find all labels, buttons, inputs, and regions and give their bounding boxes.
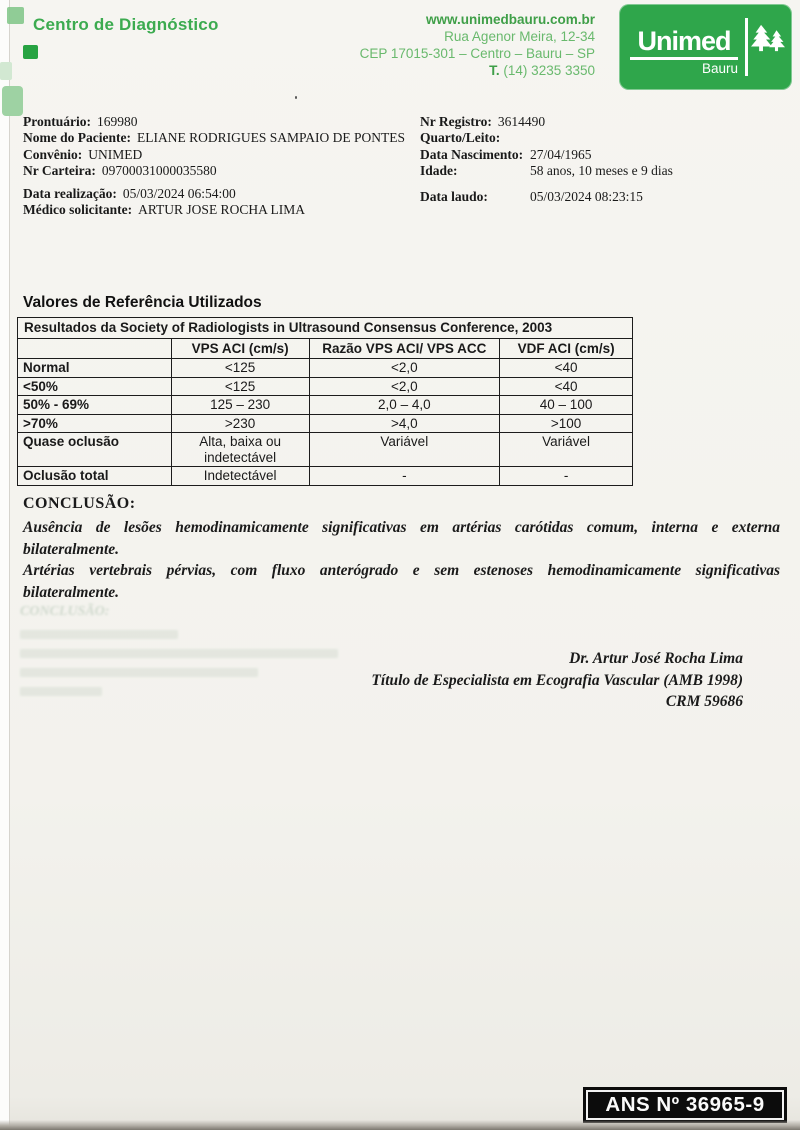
table-title-row (18, 318, 633, 339)
table-cell: - (500, 467, 633, 486)
patient-field (420, 130, 673, 146)
scan-speck (295, 96, 297, 99)
field-value: 58 anos, 10 meses e 9 dias (530, 162, 673, 178)
ghost-bleed-line (20, 630, 178, 639)
field-label: Convênio: (23, 146, 83, 162)
field-value: 27/04/1965 (530, 146, 592, 162)
clinic-name: Centro de Diagnóstico (33, 15, 219, 34)
page-left-edge (0, 0, 10, 1130)
table-cell: >100 (500, 414, 633, 433)
reference-section-title: Valores de Referência Utilizados (23, 294, 262, 311)
letterhead-square-decoration (2, 86, 23, 116)
row-header-cell: Normal (18, 359, 172, 378)
patient-field (23, 147, 405, 163)
clinic-street: Rua Agenor Meira, 12-34 (444, 29, 595, 44)
field-label: Prontuário: (23, 114, 91, 129)
field-label: Nr Registro: (420, 114, 492, 129)
unimed-logo-city: Bauru (701, 61, 738, 76)
phone-number: (14) 3235 3350 (499, 63, 595, 78)
patient-field (23, 202, 305, 218)
field-label: Data Nascimento: (420, 146, 524, 162)
table-cell: >230 (171, 414, 309, 433)
unimed-logo (619, 4, 792, 90)
patient-field (420, 114, 673, 130)
table-cell: <2,0 (309, 377, 500, 396)
row-header-cell: <50% (18, 377, 172, 396)
patient-field (23, 130, 405, 146)
table-cell: - (309, 467, 500, 486)
ans-registration-badge (583, 1087, 787, 1123)
ans-registration-number: ANS Nº 36965-9 (586, 1090, 784, 1120)
table-cell: Variável (309, 433, 500, 467)
row-header-cell: Oclusão total (18, 467, 172, 486)
row-header-cell: Quase oclusão (18, 433, 172, 467)
field-value: 05/03/2024 06:54:00 (122, 186, 236, 201)
patient-info-left (23, 114, 405, 179)
table-cell: <2,0 (309, 359, 500, 378)
logo-vertical-rule (745, 18, 748, 76)
table-row (18, 467, 633, 486)
field-label: Data laudo: (420, 189, 488, 204)
table-cell: 2,0 – 4,0 (309, 396, 500, 415)
table-cell: <40 (500, 359, 633, 378)
patient-field (420, 163, 673, 179)
table-cell: <125 (171, 359, 309, 378)
conclusion-body (23, 517, 780, 603)
field-value: UNIMED (88, 146, 143, 162)
row-header-cell: >70% (18, 414, 172, 433)
table-row (18, 433, 633, 467)
phone-label: T. (489, 63, 500, 78)
clinic-address-block (360, 11, 595, 79)
field-label: Nr Carteira: (23, 162, 96, 178)
column-header: VPS ACI (cm/s) (171, 338, 309, 359)
letterhead-square-decoration (7, 7, 24, 24)
field-label: Idade: (420, 162, 458, 178)
field-label: Nome do Paciente: (23, 130, 131, 146)
ghost-bleed-line (20, 649, 338, 658)
table-row (18, 396, 633, 415)
letterhead-square-decoration (0, 62, 12, 80)
pine-trees-icon (751, 24, 785, 52)
table-cell: Alta, baixa ou indetectável (171, 433, 309, 467)
signature-block (371, 648, 743, 713)
ghost-bleed-text: CONCLUSÃO: (20, 604, 110, 619)
field-value: 09700031000035580 (101, 162, 217, 178)
letterhead-square-decoration (23, 45, 38, 59)
patient-field (23, 114, 405, 130)
field-value: 169980 (97, 114, 138, 129)
table-row (18, 414, 633, 433)
unimed-logo-brand: Unimed (637, 26, 731, 56)
ghost-bleed-line (20, 668, 258, 677)
conclusion-title: CONCLUSÃO: (23, 495, 136, 512)
table-title: Resultados da Society of Radiologists in Ultrasound Consensus Conference, 2003 (18, 318, 633, 339)
column-header: VDF ACI (cm/s) (500, 338, 633, 359)
table-cell: 40 – 100 (500, 396, 633, 415)
field-value: 05/03/2024 08:23:15 (530, 189, 643, 204)
signature-doctor-name: Dr. Artur José Rocha Lima (569, 650, 743, 667)
conclusion-paragraph: Artérias vertebrais pérvias, com fluxo anterógrado e sem estenoses hemodinamicamente significativas bilateralmente. (23, 562, 780, 601)
ghost-bleed-line (20, 687, 102, 696)
patient-field (420, 147, 673, 163)
logo-horizontal-rule (630, 57, 738, 60)
field-value: ELIANE RODRIGUES SAMPAIO DE PONTES (136, 130, 405, 146)
table-row (18, 359, 633, 378)
conclusion-paragraph: Ausência de lesões hemodinamicamente significativas em artérias carótidas comum, interna e externa bilateralmente. (23, 519, 780, 558)
ghost-bleed-through (20, 604, 338, 696)
field-value: ARTUR JOSE ROCHA LIMA (138, 202, 305, 218)
column-header: Razão VPS ACI/ VPS ACC (309, 338, 500, 359)
clinic-website: www.unimedbauru.com.br (425, 12, 595, 27)
field-value: 3614490 (497, 114, 546, 129)
table-cell: >4,0 (309, 414, 500, 433)
table-cell: 125 – 230 (171, 396, 309, 415)
signature-specialist-title: Título de Especialista em Ecografia Vascular (AMB 1998) (371, 671, 743, 689)
column-header (18, 338, 172, 359)
row-header-cell: 50% - 69% (18, 396, 172, 415)
field-label: Quarto/Leito: (420, 130, 501, 146)
exam-info-left (23, 186, 305, 219)
field-label: Data realização: (23, 186, 117, 201)
exam-info-right (420, 189, 643, 205)
reference-values-table (17, 317, 633, 486)
clinic-cep-line: CEP 17015-301 – Centro – Bauru – SP (359, 46, 595, 61)
table-cell: Indetectável (171, 467, 309, 486)
patient-info-right (420, 114, 673, 179)
signature-crm: CRM 59686 (665, 693, 743, 710)
clinic-phone-line (360, 62, 595, 79)
patient-field (420, 189, 643, 205)
table-header-row (18, 338, 633, 359)
table-row (18, 377, 633, 396)
table-cell: Variável (500, 433, 633, 467)
field-label: Médico solicitante: (23, 202, 133, 218)
table-cell: <40 (500, 377, 633, 396)
table-cell: <125 (171, 377, 309, 396)
page-bottom-shadow (0, 1120, 800, 1130)
patient-field (23, 186, 305, 202)
patient-field (23, 163, 405, 179)
